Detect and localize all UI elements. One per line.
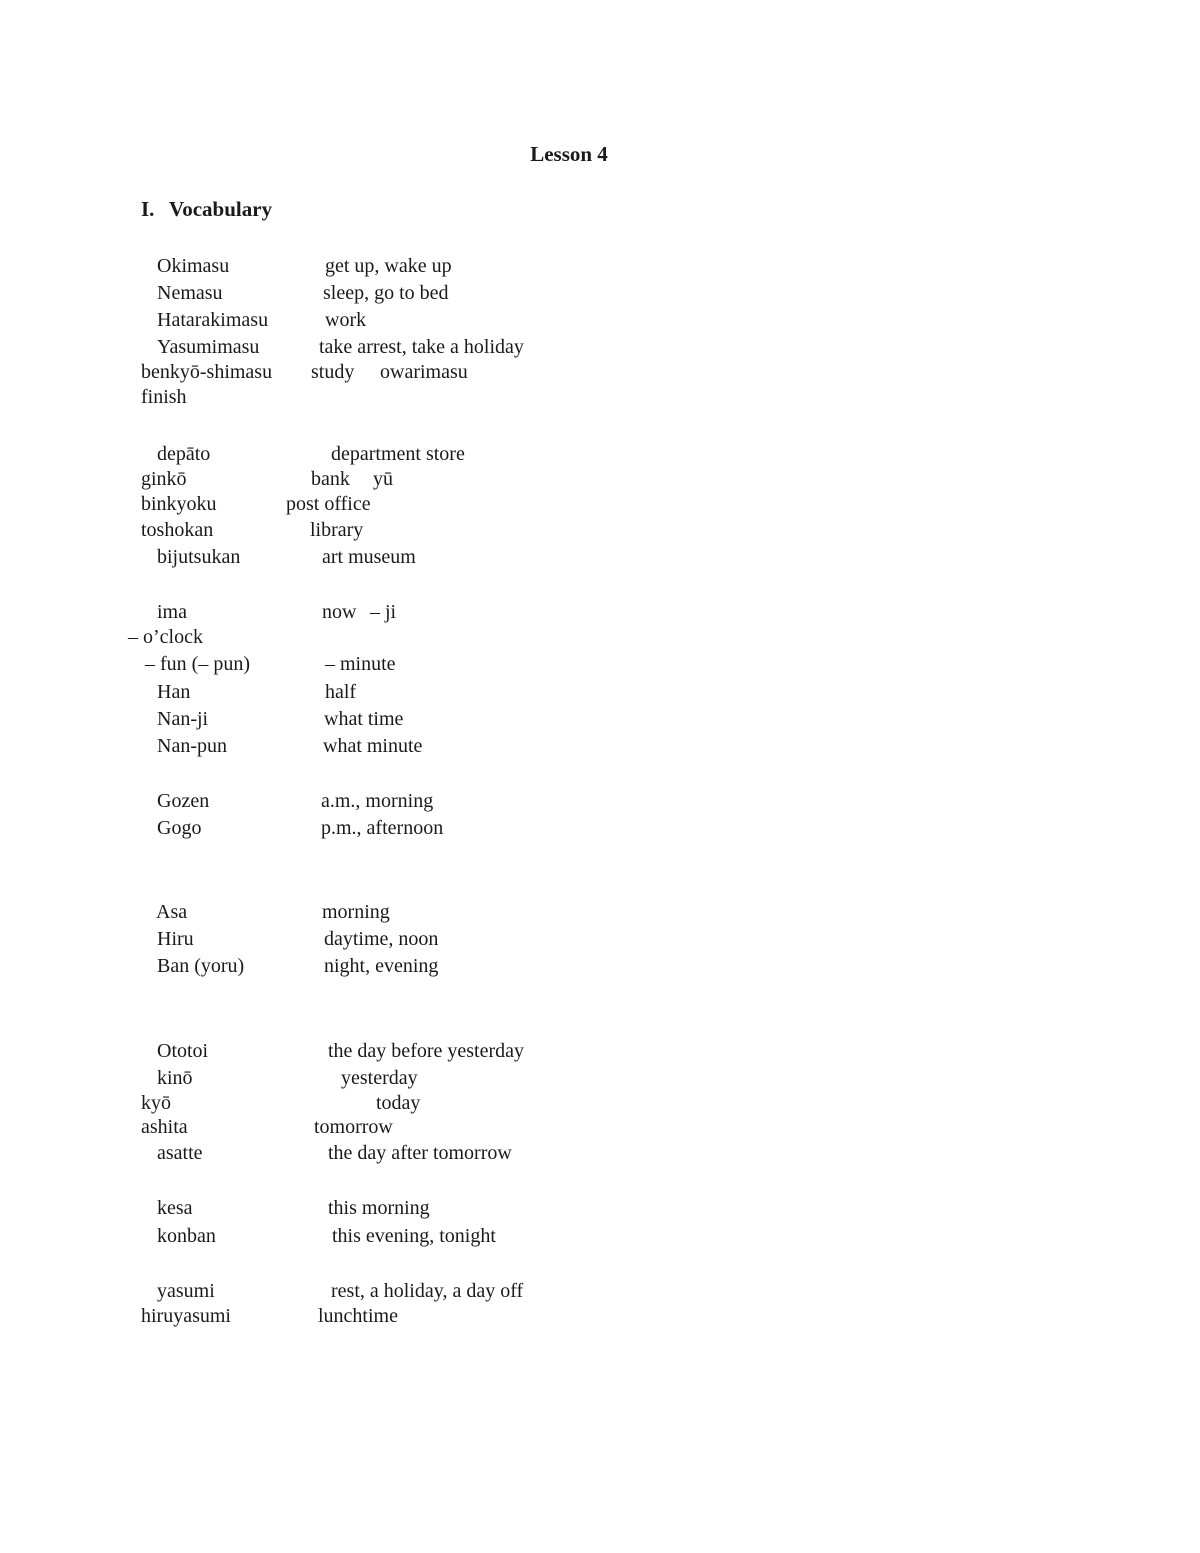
vocab-term: owarimasu	[380, 361, 468, 383]
vocab-meaning: today	[376, 1092, 421, 1114]
vocab-term: ashita	[141, 1116, 188, 1138]
vocab-meaning: get up, wake up	[325, 255, 452, 277]
vocab-term: Yasumimasu	[157, 336, 260, 358]
vocab-term: Okimasu	[157, 255, 230, 277]
page-title: Lesson 4	[530, 142, 608, 166]
vocab-meaning: a.m., morning	[321, 790, 434, 812]
vocab-term: Ban (yoru)	[157, 955, 245, 977]
vocab-meaning: daytime, noon	[324, 928, 439, 950]
section-label: Vocabulary	[169, 197, 273, 221]
vocab-term: hiruyasumi	[141, 1305, 231, 1327]
vocab-term: Hatarakimasu	[157, 309, 269, 331]
vocab-term: Nemasu	[157, 282, 223, 304]
vocab-term: kinō	[157, 1067, 193, 1089]
vocab-meaning: this evening, tonight	[332, 1225, 496, 1247]
vocab-term: binkyoku	[141, 493, 217, 515]
vocab-meaning: lunchtime	[318, 1305, 398, 1327]
vocab-term: yasumi	[157, 1280, 215, 1302]
vocab-term: yū	[373, 468, 393, 490]
vocab-term: Hiru	[157, 928, 194, 950]
vocab-meaning: now	[322, 601, 357, 623]
vocab-meaning: p.m., afternoon	[321, 817, 444, 839]
vocab-term: Gozen	[157, 790, 210, 812]
vocab-meaning: study	[311, 361, 355, 383]
vocab-term: kesa	[157, 1197, 193, 1219]
vocab-term: konban	[157, 1225, 216, 1247]
vocab-meaning: half	[325, 681, 357, 703]
vocab-term: depāto	[157, 443, 211, 465]
vocab-meaning: the day before yesterday	[328, 1040, 525, 1062]
vocab-meaning: yesterday	[341, 1067, 418, 1089]
vocab-term: – ji	[370, 601, 397, 623]
vocab-meaning: morning	[322, 901, 390, 923]
vocab-term: Nan-ji	[157, 708, 209, 730]
vocab-meaning: work	[325, 309, 367, 331]
section-heading	[141, 197, 272, 222]
vocab-term: Gogo	[157, 817, 202, 839]
section-number: I.	[141, 197, 155, 221]
vocab-meaning: this morning	[328, 1197, 430, 1219]
vocab-term: kyō	[141, 1092, 171, 1114]
vocab-term: Asa	[156, 901, 188, 923]
vocab-meaning: night, evening	[324, 955, 439, 977]
vocab-meaning: what time	[324, 708, 404, 730]
vocab-meaning: the day after tomorrow	[328, 1142, 512, 1164]
vocab-term: Ototoi	[157, 1040, 209, 1062]
vocab-term: benkyō-shimasu	[141, 361, 273, 383]
vocab-term: Han	[157, 681, 191, 703]
vocab-term: Nan-pun	[157, 735, 227, 757]
vocab-meaning: – o’clock	[128, 626, 203, 648]
vocab-meaning: art museum	[322, 546, 416, 568]
vocab-term: ginkō	[141, 468, 187, 490]
vocab-meaning: tomorrow	[314, 1116, 393, 1138]
vocab-meaning: bank	[311, 468, 350, 490]
vocab-meaning: – minute	[325, 653, 396, 675]
vocab-term: ima	[157, 601, 187, 623]
vocab-meaning: sleep, go to bed	[323, 282, 449, 304]
vocab-meaning: what minute	[323, 735, 423, 757]
vocab-term: toshokan	[141, 519, 214, 541]
vocab-meaning: department store	[331, 443, 465, 465]
vocab-meaning: post office	[286, 493, 371, 515]
vocab-meaning: library	[310, 519, 364, 541]
vocab-meaning: take arrest, take a holiday	[319, 336, 524, 358]
vocab-meaning: finish	[141, 386, 187, 408]
vocab-term: – fun (– pun)	[145, 653, 250, 675]
vocab-meaning: rest, a holiday, a day off	[331, 1280, 524, 1302]
vocab-term: bijutsukan	[157, 546, 241, 568]
vocab-term: asatte	[157, 1142, 203, 1164]
